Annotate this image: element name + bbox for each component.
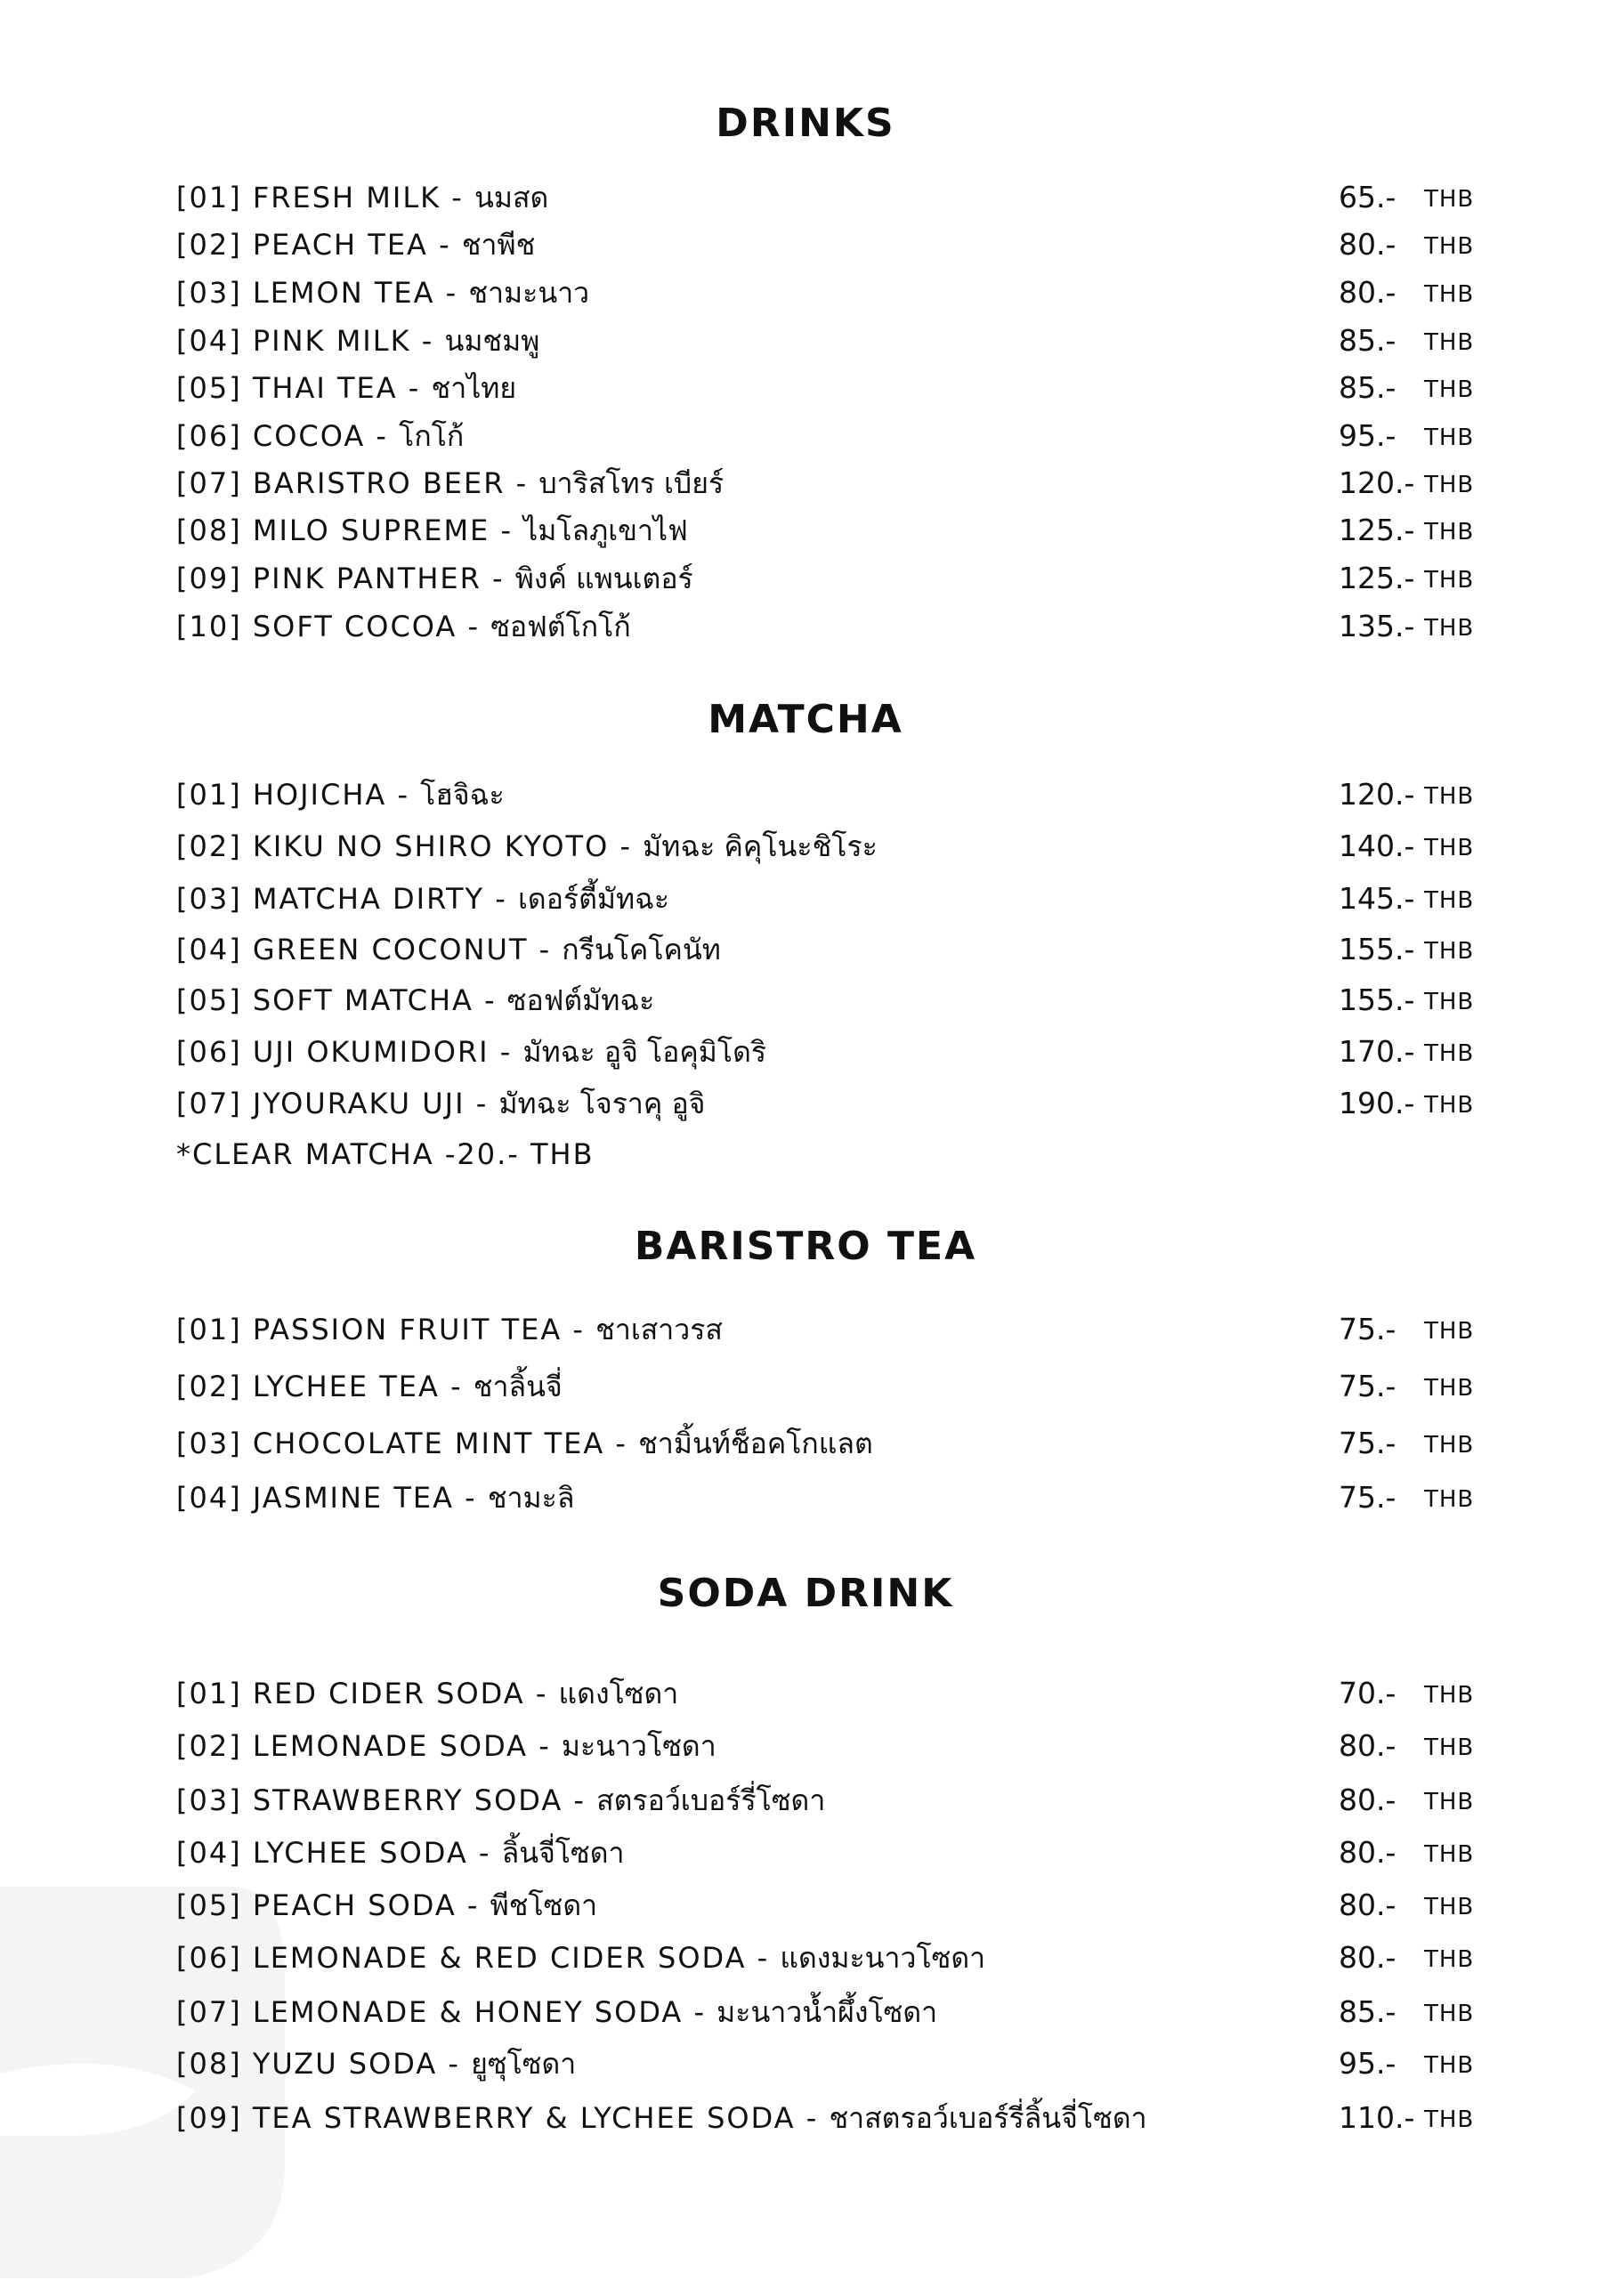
item-price: 135.- (1339, 609, 1415, 643)
menu-item (176, 1030, 1485, 1074)
item-currency: THB (1424, 1682, 1475, 1709)
item-price: 65.- (1339, 180, 1396, 214)
item-currency: THB (1424, 233, 1475, 260)
menu-item (176, 927, 1485, 972)
menu-item (176, 1936, 1485, 1980)
item-currency: THB (1424, 887, 1475, 914)
item-price: 80.- (1339, 1835, 1396, 1870)
item-currency: THB (1424, 989, 1475, 1015)
item-price: 85.- (1339, 1994, 1396, 2029)
item-name: [01] RED CIDER SODA - แดงโซดา (176, 1677, 679, 1710)
menu-item (176, 1831, 1485, 1875)
menu-item (176, 2041, 1485, 2086)
item-currency: THB (1424, 2106, 1475, 2133)
menu-item (176, 175, 1485, 220)
item-name: [01] FRESH MILK - นมสด (176, 181, 549, 214)
item-name: [05] SOFT MATCHA - ซอฟต์มัทฉะ (176, 983, 655, 1017)
item-price: 120.- (1339, 777, 1415, 812)
item-price: 155.- (1339, 982, 1415, 1017)
item-currency: THB (1424, 519, 1475, 546)
item-price: 80.- (1339, 1940, 1396, 1975)
item-price: 155.- (1339, 932, 1415, 966)
item-price: 85.- (1339, 323, 1396, 358)
menu-item (176, 1724, 1485, 1768)
item-price: 80.- (1339, 275, 1396, 310)
item-name: [04] PINK MILK - นมชมพู (176, 324, 540, 358)
item-price: 75.- (1339, 1369, 1396, 1403)
item-currency: THB (1424, 376, 1475, 403)
item-price: 80.- (1339, 227, 1396, 262)
menu-item (176, 772, 1485, 817)
item-name: [02] LEMONADE SODA - มะนาวโซดา (176, 1729, 716, 1763)
item-name: [09] PINK PANTHER - พิงค์ แพนเตอร์ (176, 562, 693, 595)
item-name: [06] UJI OKUMIDORI - มัทฉะ อูจิ โอคุมิโดริ (176, 1035, 767, 1069)
item-currency: THB (1424, 2052, 1475, 2079)
menu-item (176, 877, 1485, 921)
menu-item (176, 1883, 1485, 1928)
item-name: [05] THAI TEA - ชาไทย (176, 371, 517, 405)
section-title-matcha: MATCHA (708, 697, 903, 742)
menu-item (176, 1364, 1485, 1409)
item-currency: THB (1424, 281, 1475, 308)
item-name: [01] PASSION FRUIT TEA - ชาเสาวรส (176, 1313, 723, 1346)
item-name: [02] PEACH TEA - ชาพีช (176, 228, 536, 262)
item-name: [10] SOFT COCOA - ซอฟต์โกโก้ (176, 610, 631, 643)
item-price: 85.- (1339, 370, 1396, 405)
menu-item (176, 2096, 1485, 2140)
menu-item (176, 414, 1485, 458)
item-name: [04] GREEN COCONUT - กรีนโคโคนัท (176, 933, 721, 966)
menu-item (176, 366, 1485, 410)
menu-item (176, 1475, 1485, 1520)
item-name: [03] CHOCOLATE MINT TEA - ชามิ้นท์ช็อคโกแลต (176, 1427, 873, 1460)
item-price: 95.- (1339, 2046, 1396, 2081)
menu-item (176, 1307, 1485, 1352)
item-currency: THB (1424, 472, 1475, 498)
item-currency: THB (1424, 1040, 1475, 1067)
menu-item (176, 1778, 1485, 1823)
item-currency: THB (1424, 615, 1475, 642)
item-currency: THB (1424, 783, 1475, 810)
item-currency: THB (1424, 567, 1475, 594)
item-price: 170.- (1339, 1034, 1415, 1069)
menu-item (176, 1990, 1485, 2034)
item-currency: THB (1424, 1734, 1475, 1761)
item-name: [04] LYCHEE SODA - ลิ้นจี่โซดา (176, 1836, 625, 1870)
item-name: [07] LEMONADE & HONEY SODA - มะนาวน้ำผึ้งโซดา (176, 1995, 938, 2029)
item-price: 70.- (1339, 1676, 1396, 1710)
menu-item (176, 222, 1485, 267)
item-price: 110.- (1339, 2100, 1415, 2135)
item-price: 75.- (1339, 1312, 1396, 1346)
section-title-drinks: DRINKS (716, 101, 895, 146)
menu-item (176, 461, 1485, 505)
item-name: [08] YUZU SODA - ยูซุโซดา (176, 2047, 577, 2081)
item-name: [01] HOJICHA - โฮจิฉะ (176, 778, 505, 812)
item-price: 80.- (1339, 1888, 1396, 1922)
item-name: [06] COCOA - โกโก้ (176, 419, 465, 453)
menu-item (176, 824, 1485, 869)
item-name: [03] LEMON TEA - ชามะนาว (176, 276, 590, 310)
menu-item (176, 1081, 1485, 1126)
item-price: 120.- (1339, 465, 1415, 500)
item-price: 80.- (1339, 1728, 1396, 1763)
item-currency: THB (1424, 1318, 1475, 1345)
item-price: 125.- (1339, 513, 1415, 547)
item-currency: THB (1424, 1432, 1475, 1459)
item-currency: THB (1424, 1841, 1475, 1868)
menu-item (176, 271, 1485, 315)
item-currency: THB (1424, 1486, 1475, 1513)
item-currency: THB (1424, 1375, 1475, 1402)
item-name: [02] KIKU NO SHIRO KYOTO - มัทฉะ คิคุโนะชิโระ (176, 829, 878, 863)
item-price: 75.- (1339, 1480, 1396, 1515)
section-title-soda-drink: SODA DRINK (657, 1571, 954, 1616)
item-currency: THB (1424, 938, 1475, 965)
section-title-baristro-tea: BARISTRO TEA (634, 1224, 977, 1269)
item-name: [07] BARISTRO BEER - บาริสโทร เบียร์ (176, 466, 725, 500)
item-currency: THB (1424, 1789, 1475, 1815)
item-price: 140.- (1339, 829, 1415, 863)
item-name: [07] JYOURAKU UJI - มัทฉะ โจราคุ อูจิ (176, 1087, 706, 1120)
menu-item (176, 556, 1485, 601)
item-currency: THB (1424, 424, 1475, 451)
item-name: [08] MILO SUPREME - ไมโลภูเขาไฟ (176, 513, 688, 547)
menu-item (176, 1421, 1485, 1466)
menu-item (176, 604, 1485, 649)
item-price: 75.- (1339, 1426, 1396, 1460)
item-price: 190.- (1339, 1086, 1415, 1120)
item-currency: THB (1424, 329, 1475, 356)
item-currency: THB (1424, 835, 1475, 861)
item-name: [03] STRAWBERRY SODA - สตรอว์เบอร์รี่โซดา (176, 1783, 826, 1817)
menu-item (176, 508, 1485, 553)
item-name: [03] MATCHA DIRTY - เดอร์ตี้มัทฉะ (176, 882, 670, 916)
item-currency: THB (1424, 2001, 1475, 2027)
item-name: [04] JASMINE TEA - ชามะลิ (176, 1481, 575, 1515)
item-name: [05] PEACH SODA - พีชโซดา (176, 1888, 598, 1922)
item-currency: THB (1424, 1894, 1475, 1920)
item-price: 95.- (1339, 418, 1396, 453)
item-currency: THB (1424, 1092, 1475, 1119)
item-currency: THB (1424, 1946, 1475, 1973)
item-currency: THB (1424, 186, 1475, 213)
item-name: [06] LEMONADE & RED CIDER SODA - แดงมะนาวโซดา (176, 1941, 986, 1975)
clear-matcha-note: *CLEAR MATCHA -20.- THB (176, 1137, 595, 1171)
item-name: [09] TEA STRAWBERRY & LYCHEE SODA - ชาสตรอว์เบอร์รี่ลิ้นจี่โซดา (176, 2101, 1147, 2135)
menu-item (176, 978, 1485, 1023)
item-price: 80.- (1339, 1783, 1396, 1817)
menu-item (176, 319, 1485, 363)
item-name: [02] LYCHEE TEA - ชาลิ้นจี่ (176, 1370, 563, 1403)
menu-item (176, 1671, 1485, 1716)
item-price: 125.- (1339, 561, 1415, 595)
item-price: 145.- (1339, 881, 1415, 916)
